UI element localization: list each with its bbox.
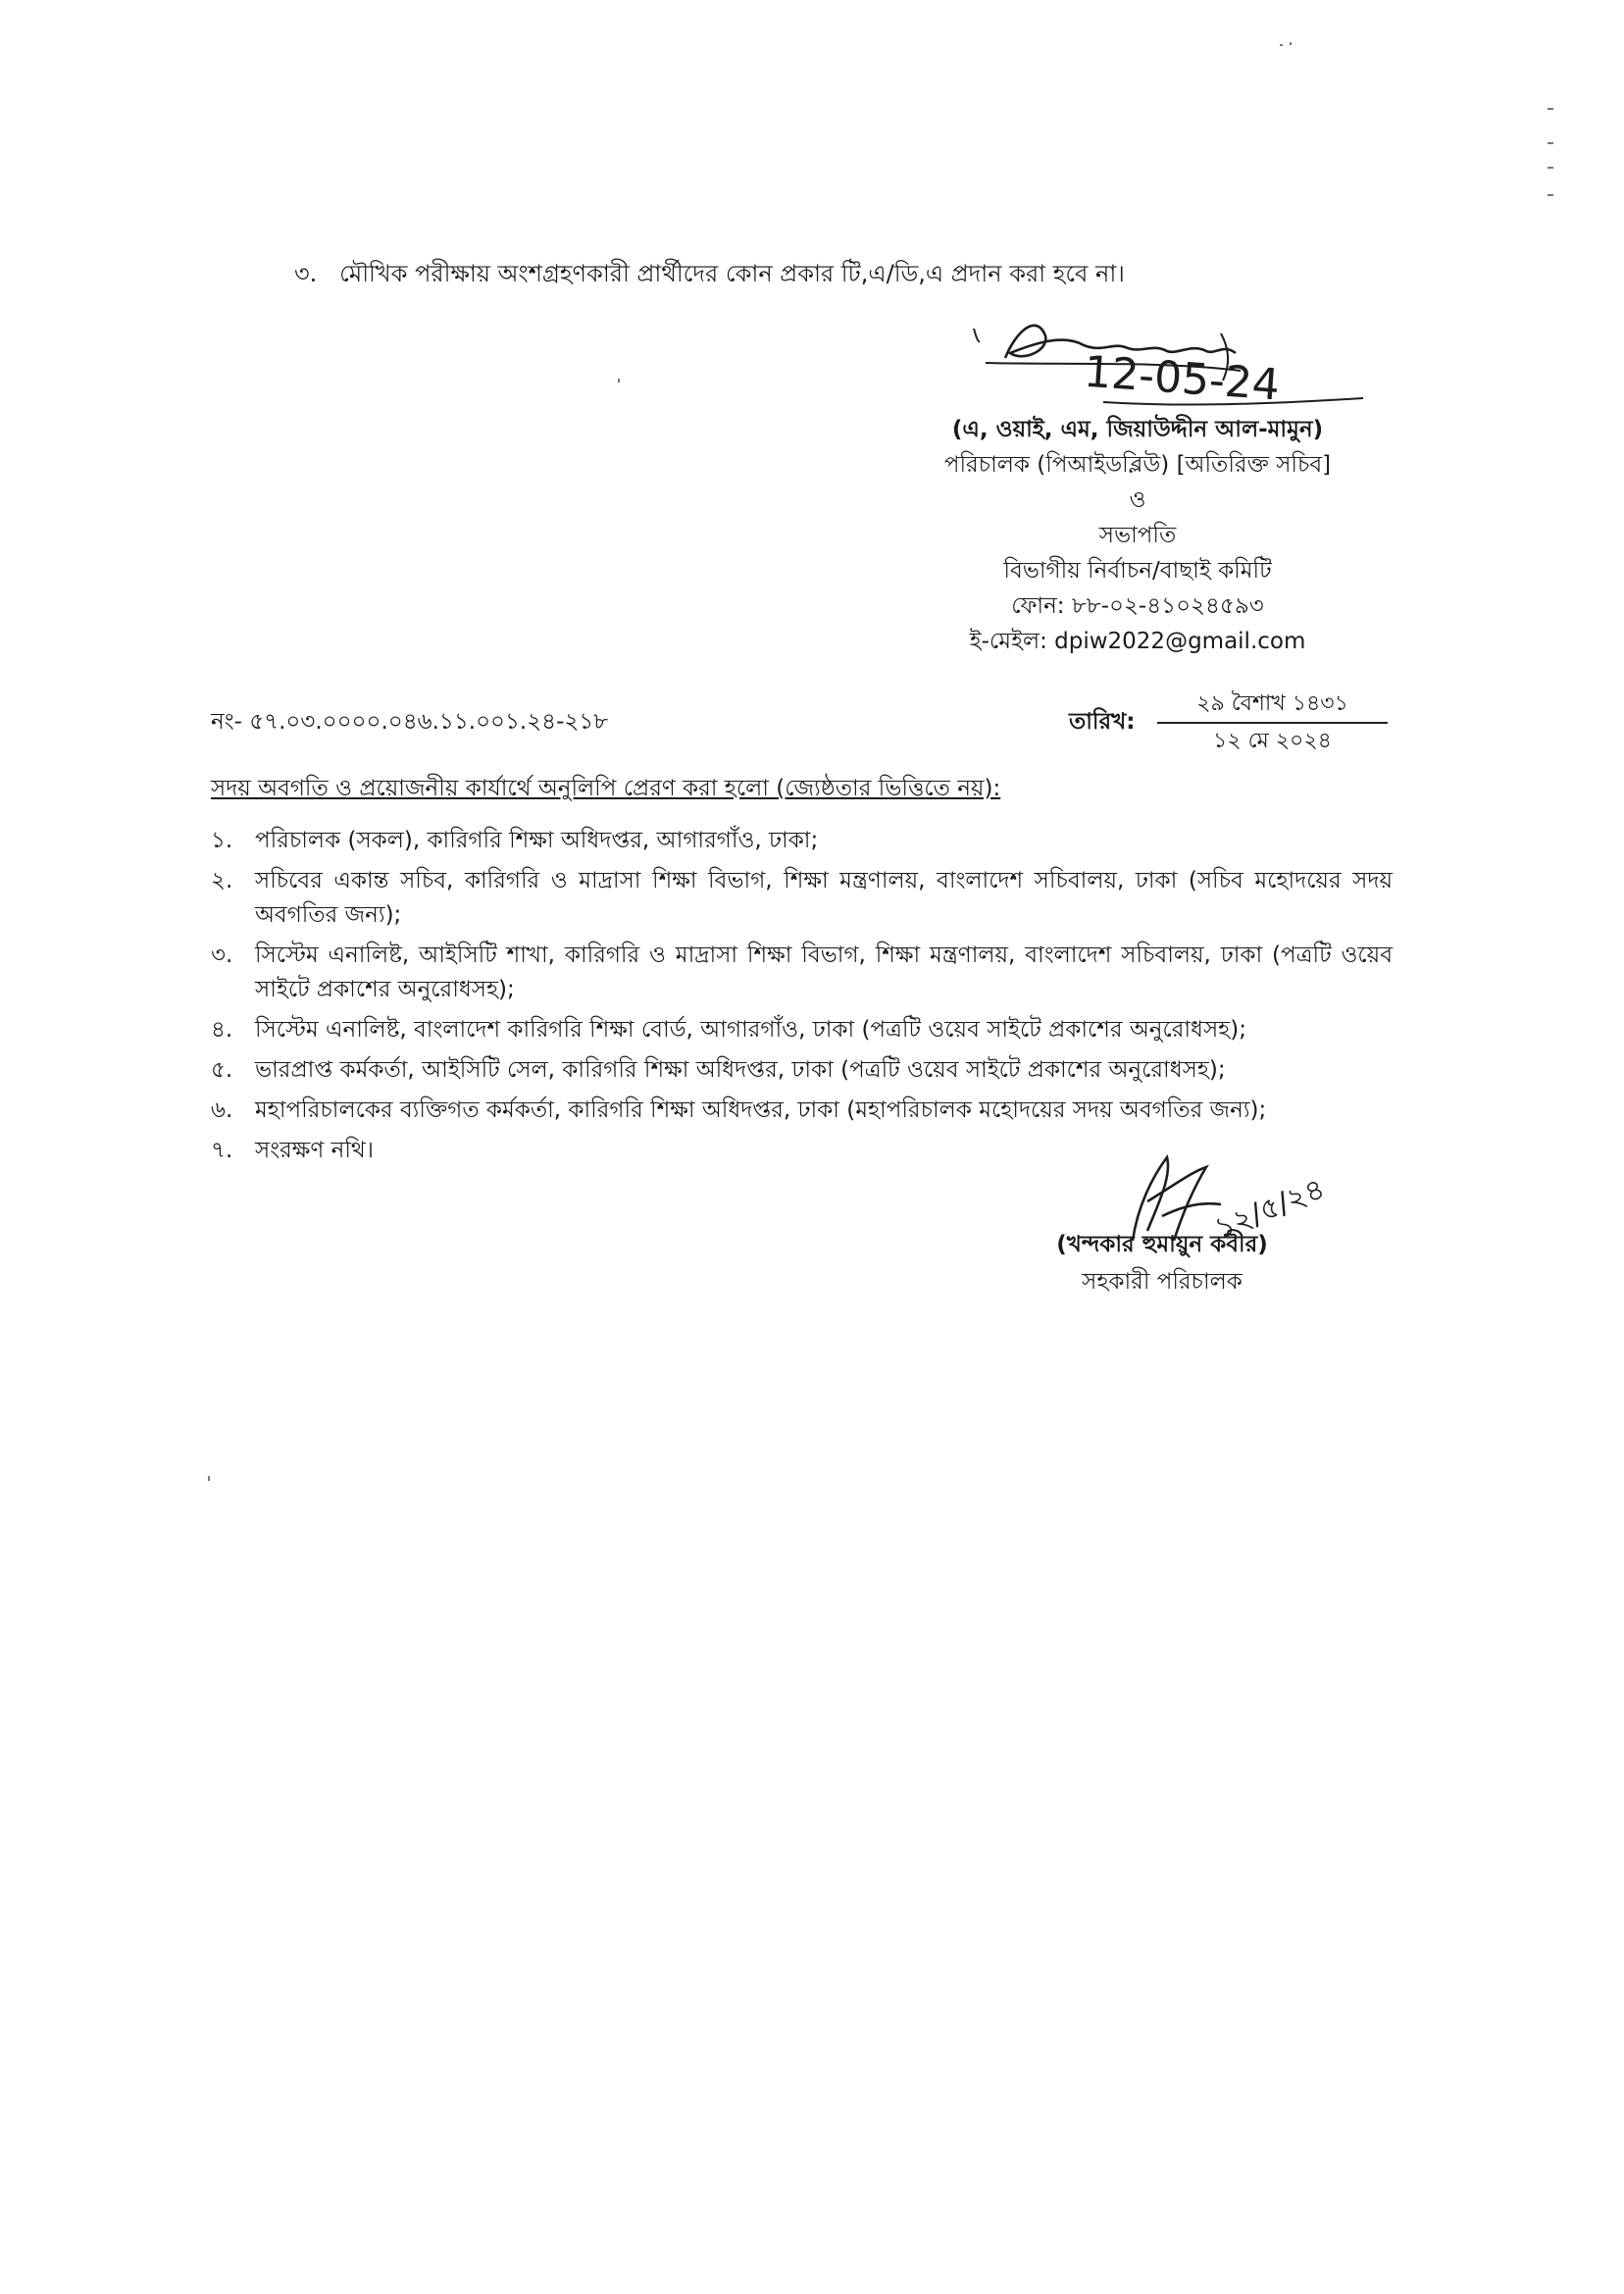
list-item <box>211 864 1393 933</box>
director-phone: ফোন: ৮৮-০২-৪১০২৪৫৯৩ <box>1011 593 1264 619</box>
list-item-text: সিস্টেম এনালিষ্ট, আইসিটি শাখা, কারিগরি ও মাদ্রাসা শিক্ষা বিভাগ, শিক্ষা মন্ত্রণালয়, বাংলাদেশ সচিবালয়, ঢাকা (পত্রটি ওয়েব সাইটে প্রকাশের অনুরোধসহ); <box>255 943 1393 1002</box>
list-item-number: ৭. <box>211 1138 233 1163</box>
list-item-text: সংরক্ষণ নথি। <box>255 1138 375 1163</box>
list-item-number: ১. <box>211 828 233 853</box>
list-item-number: ৫. <box>211 1057 233 1083</box>
scan-speck <box>1548 142 1553 144</box>
list-item-number: ২. <box>211 868 233 893</box>
list-item <box>211 1094 1393 1128</box>
list-item <box>211 1013 1393 1047</box>
list-item <box>211 939 1393 1007</box>
assistant-block <box>1000 1226 1324 1300</box>
point-3-number: ৩. <box>294 260 318 287</box>
director-designation: পরিচালক (পিআইডব্লিউ) [অতিরিক্ত সচিব] <box>943 452 1332 478</box>
list-item-text: ভারপ্রাপ্ত কর্মকর্তা, আইসিটি সেল, কারিগরি শিক্ষা অধিদপ্তর, ঢাকা (পত্রটি ওয়েব সাইটে প্রকাশের অনুরোধসহ); <box>255 1057 1226 1083</box>
director-and: ও <box>1129 487 1146 513</box>
scan-speck <box>1548 108 1553 110</box>
scan-speck <box>1548 167 1553 169</box>
list-item <box>211 1053 1393 1088</box>
committee-name: বিভাগীয় নির্বাচন/বাছাই কমিটি <box>1003 558 1272 584</box>
list-item-number: ৩. <box>211 943 233 968</box>
assistant-designation: সহকারী পরিচালক <box>1082 1269 1243 1295</box>
director-role: সভাপতি <box>1098 523 1177 548</box>
date-bangla: ২৯ বৈশাখ ১৪৩১ <box>1157 687 1388 724</box>
point-3-text: মৌখিক পরীক্ষায় অংশগ্রহণকারী প্রার্থীদের কোন প্রকার টি,এ/ডি,এ প্রদান করা হবে না। <box>339 260 1125 287</box>
scan-speck <box>1548 194 1553 196</box>
list-item-number: ৬. <box>211 1097 233 1123</box>
assistant-name: (খন্দকার হুমায়ুন কবীর) <box>1056 1232 1268 1257</box>
date-label: তারিখ: <box>1069 709 1136 735</box>
list-item-text: মহাপরিচালকের ব্যক্তিগত কর্মকর্তা, কারিগরি শিক্ষা অধিদপ্তর, ঢাকা (মহাপরিচালক মহোদয়ের সদয় অবগতির জন্য); <box>255 1097 1267 1123</box>
list-item <box>211 824 1393 858</box>
list-item-text: পরিচালক (সকল), কারিগরি শিক্ষা অধিদপ্তর, আগারগাঁও, ঢাকা; <box>255 828 819 853</box>
cc-heading: সদয় অবগতি ও প্রয়োজনীয় কার্যার্থে অনুলিপি প্রেরণ করা হলো (জ্যেষ্ঠতার ভিত্তিতে নয়): <box>211 776 1001 801</box>
director-email: ই-মেইল: dpiw2022@gmail.com <box>969 629 1306 654</box>
list-item-text: সচিবের একান্ত সচিব, কারিগরি ও মাদ্রাসা শিক্ষা বিভাগ, শিক্ষা মন্ত্রণালয়, বাংলাদেশ সচিবালয়, ঢাকা (সচিব মহোদয়ের সদয় অবগতির জন্য); <box>255 868 1393 928</box>
list-item-text: সিস্টেম এনালিষ্ট, বাংলাদেশ কারিগরি শিক্ষা বোর্ড, আগারগাঁও, ঢাকা (পত্রটি ওয়েব সাইটে প্রকাশের অনুরোধসহ); <box>255 1017 1246 1043</box>
director-block <box>843 412 1432 659</box>
signature-date: 12-05-24 <box>1082 346 1282 411</box>
memo-number: নং- ৫৭.০৩.০০০০.০৪৬.১১.০০১.২৪-২১৮ <box>211 709 609 735</box>
director-name: (এ, ওয়াই, এম, জিয়াউদ্দীন আল-মামুন) <box>951 417 1324 442</box>
scan-speck <box>618 379 620 382</box>
scan-speck <box>1290 42 1292 45</box>
date-gregorian: ১২ মে ২০২৪ <box>1213 729 1332 753</box>
scan-speck <box>1280 44 1283 46</box>
cc-list <box>211 824 1393 1174</box>
list-item-number: ৪. <box>211 1017 233 1043</box>
scan-speck <box>208 1476 210 1481</box>
point-3 <box>294 257 1125 290</box>
signature-assistant-date: ১২/৫/২৪ <box>1209 1171 1330 1248</box>
